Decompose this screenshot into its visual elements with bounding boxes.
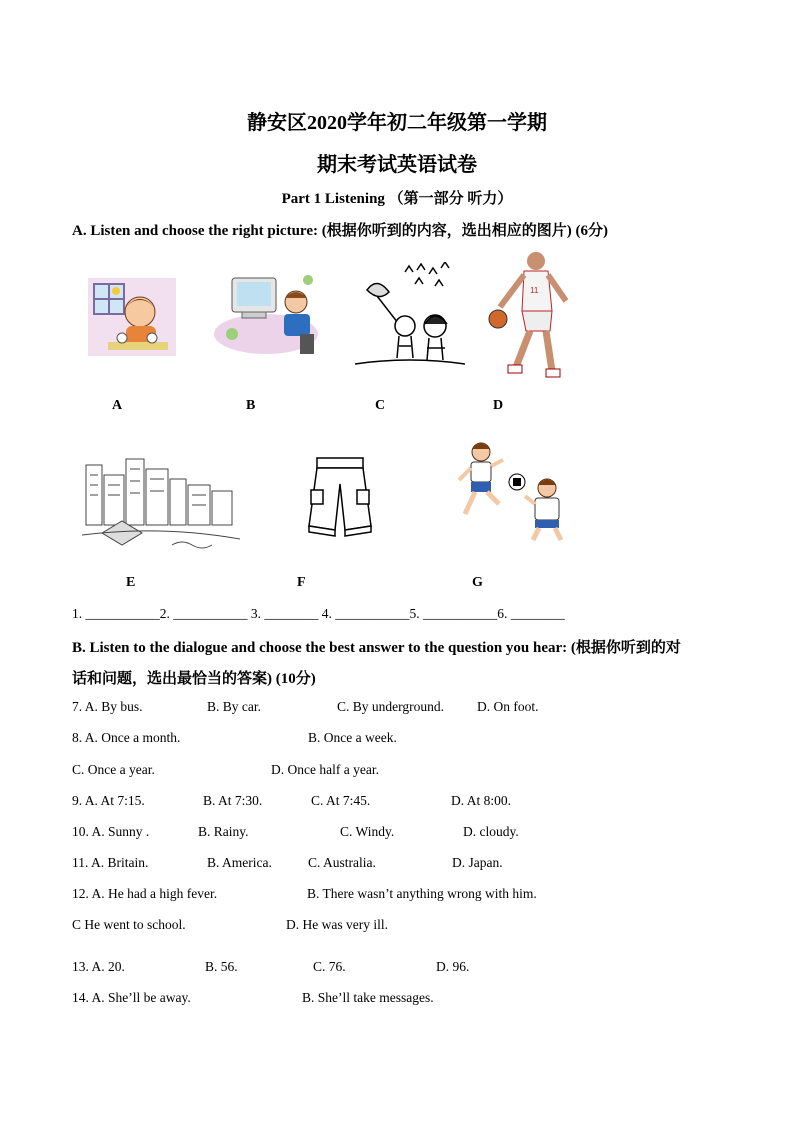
page-title: 静安区2020学年初二年级第一学期 — [247, 112, 547, 134]
option: C He went to school. — [72, 917, 186, 932]
option: 10. A. Sunny . — [72, 824, 150, 839]
option: 14. A. She’ll be away. — [72, 990, 191, 1005]
page-subtitle: 期末考试英语试卷 — [317, 154, 477, 176]
answer-blanks: 1. ___________2. ___________ 3. ________ 4. ___________5. ___________6. ________ — [72, 606, 565, 621]
option: 7. A. By bus. — [72, 699, 143, 714]
picture-label: F — [297, 575, 306, 590]
picture-g-football — [455, 440, 573, 542]
option: B. At 7:30. — [203, 793, 263, 808]
option: 11. A. Britain. — [72, 855, 149, 870]
option: D. cloudy. — [463, 824, 519, 839]
option: C. Windy. — [340, 824, 395, 839]
option: D. Once half a year. — [271, 762, 379, 777]
option: 12. A. He had a high fever. — [72, 886, 218, 901]
picture-e-city-sketch — [82, 455, 240, 555]
picture-label: D — [493, 398, 504, 413]
section-b-heading: B. Listen to the dialogue and choose the best answer to the question you hear: (根据你听到的对 — [72, 640, 681, 656]
picture-a-boy-eating — [88, 278, 176, 356]
picture-label: E — [126, 575, 136, 590]
option: D. Japan. — [452, 855, 503, 870]
option: 13. A. 20. — [72, 959, 125, 974]
option: B. There wasn’t anything wrong with him. — [307, 886, 537, 901]
picture-b-computer — [212, 272, 320, 360]
picture-label: A — [112, 398, 123, 413]
part-heading: Part 1 Listening （第一部分 听力） — [281, 191, 513, 207]
option: B. She’ll take messages. — [302, 990, 434, 1005]
option: B. By car. — [207, 699, 261, 714]
option: B. America. — [207, 855, 272, 870]
option: B. Rainy. — [198, 824, 249, 839]
option: D. On foot. — [477, 699, 539, 714]
picture-label: G — [472, 575, 483, 590]
section-b-heading-cont: 话和问题，选出最恰当的答案) (10分) — [72, 671, 316, 687]
svg-text:11: 11 — [530, 286, 539, 295]
picture-d-basketball-player — [486, 249, 580, 383]
section-a-heading: A. Listen and choose the right picture: (根据你听到的内容，选出相应的图片) (6分) — [72, 223, 608, 239]
option: B. 56. — [205, 959, 238, 974]
picture-label: B — [246, 398, 256, 413]
option: 9. A. At 7:15. — [72, 793, 145, 808]
option: D. 96. — [436, 959, 470, 974]
picture-c-kites — [355, 262, 465, 368]
option: C. At 7:45. — [311, 793, 371, 808]
picture-label: C — [375, 398, 386, 413]
option: D. He was very ill. — [286, 917, 388, 932]
picture-f-trousers — [305, 456, 375, 540]
option: B. Once a week. — [308, 730, 397, 745]
option: 8. A. Once a month. — [72, 730, 181, 745]
option: C. Australia. — [308, 855, 376, 870]
option: C. By underground. — [337, 699, 444, 714]
option: C. 76. — [313, 959, 346, 974]
option: D. At 8:00. — [451, 793, 512, 808]
option: C. Once a year. — [72, 762, 155, 777]
